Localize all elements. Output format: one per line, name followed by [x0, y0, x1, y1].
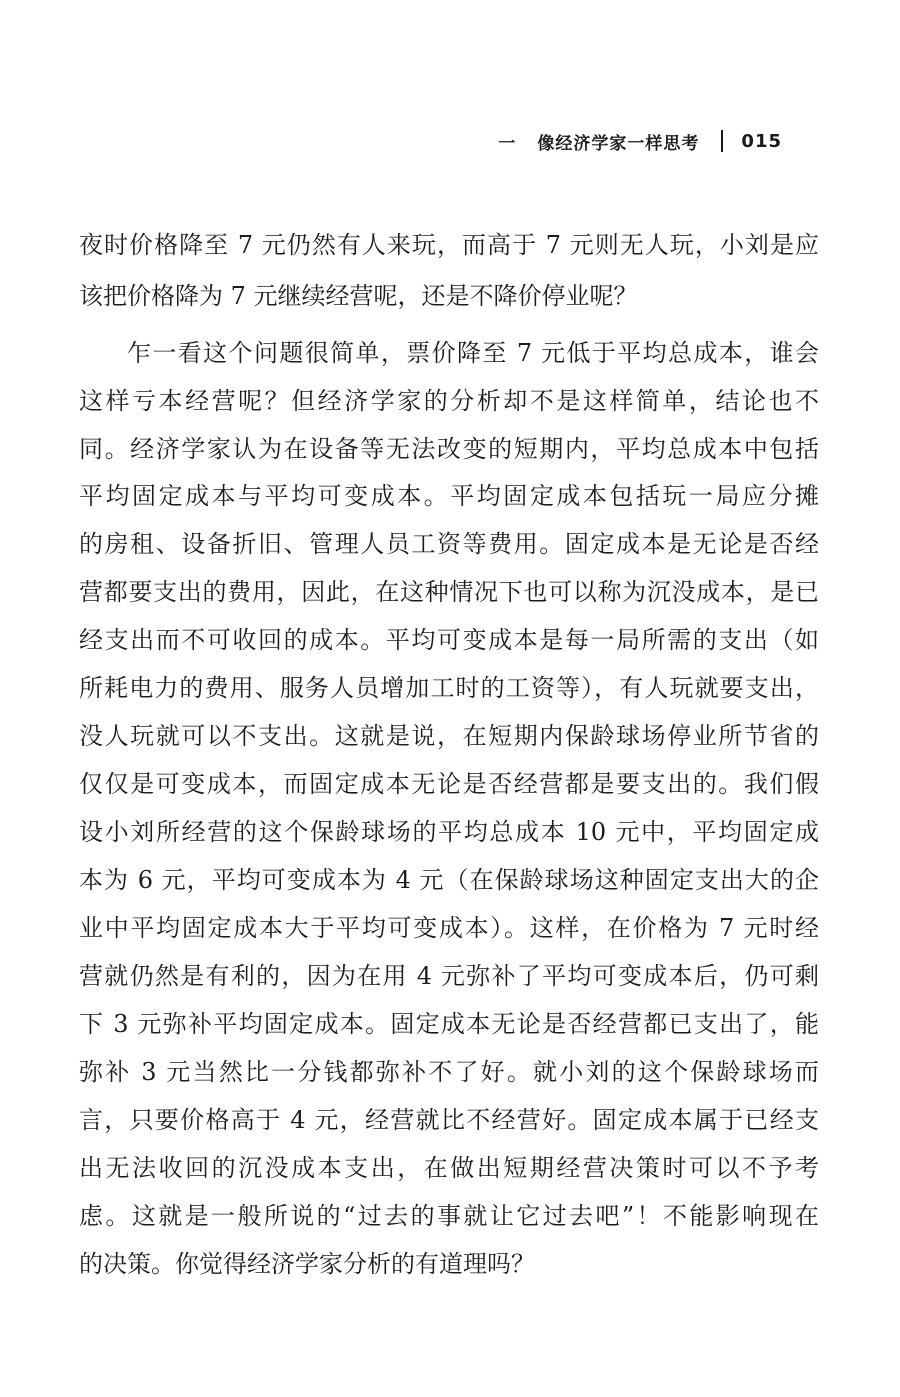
- body-line: 营都要支出的费用，因此，在这种情况下也可以称为沉没成本，是已: [79, 578, 819, 606]
- body-line: 所耗电力的费用、服务人员增加工时的工资等），有人玩就要支出，: [79, 674, 819, 702]
- body-line: 经支出而不可收回的成本。平均可变成本是每一局所需的支出（如: [79, 626, 819, 654]
- body-line: 言，只要价格高于 4 元，经营就比不经营好。固定成本属于已经支: [79, 1106, 819, 1134]
- body-line: 的决策。你觉得经济学家分析的有道理吗？: [79, 1250, 535, 1278]
- body-line: 下 3 元弥补平均固定成本。固定成本无论是否经营都已支出了，能: [79, 1010, 819, 1038]
- body-line: 出无法收回的沉没成本支出，在做出短期经营决策时可以不予考: [79, 1154, 819, 1182]
- body-line: 本为 6 元，平均可变成本为 4 元（在保龄球场这种固定支出大的企: [79, 866, 819, 894]
- body-line: 业中平均固定成本大于平均可变成本）。这样，在价格为 7 元时经: [79, 914, 819, 942]
- body-line: 仅仅是可变成本，而固定成本无论是否经营都是要支出的。我们假: [79, 770, 819, 798]
- body-line: 同。经济学家认为在设备等无法改变的短期内，平均总成本中包括: [79, 435, 819, 463]
- header-divider: [721, 130, 723, 152]
- body-line: 该把价格降为 7 元继续经营呢，还是不降价停业呢？: [79, 282, 638, 310]
- body-line: 营就仍然是有利的，因为在用 4 元弥补了平均可变成本后，仍可剩: [79, 962, 819, 990]
- body-line: 乍一看这个问题很简单，票价降至 7 元低于平均总成本，谁会: [127, 339, 819, 367]
- page-number: 015: [741, 130, 782, 152]
- body-line: 虑。这就是一般所说的“过去的事就让它过去吧”！不能影响现在: [79, 1202, 819, 1230]
- chapter-dash: 一: [498, 133, 516, 154]
- body-line: 弥补 3 元当然比一分钱都弥补不了好。就小刘的这个保龄球场而: [79, 1058, 819, 1086]
- body-line: 没人玩就可以不支出。这就是说，在短期内保龄球场停业所节省的: [79, 722, 819, 750]
- running-header: [498, 126, 782, 156]
- body-line: 平均固定成本与平均可变成本。平均固定成本包括玩一局应分摊: [79, 482, 819, 510]
- chapter-title: 像经济学家一样思考: [537, 133, 700, 154]
- body-line: 的房租、设备折旧、管理人员工资等费用。固定成本是无论是否经: [79, 530, 819, 558]
- body-line: 夜时价格降至 7 元仍然有人来玩，而高于 7 元则无人玩，小刘是应: [79, 231, 819, 259]
- body-line: 这样亏本经营呢？但经济学家的分析却不是这样简单，结论也不: [79, 387, 819, 415]
- body-line: 设小刘所经营的这个保龄球场的平均总成本 10 元中，平均固定成: [79, 818, 819, 846]
